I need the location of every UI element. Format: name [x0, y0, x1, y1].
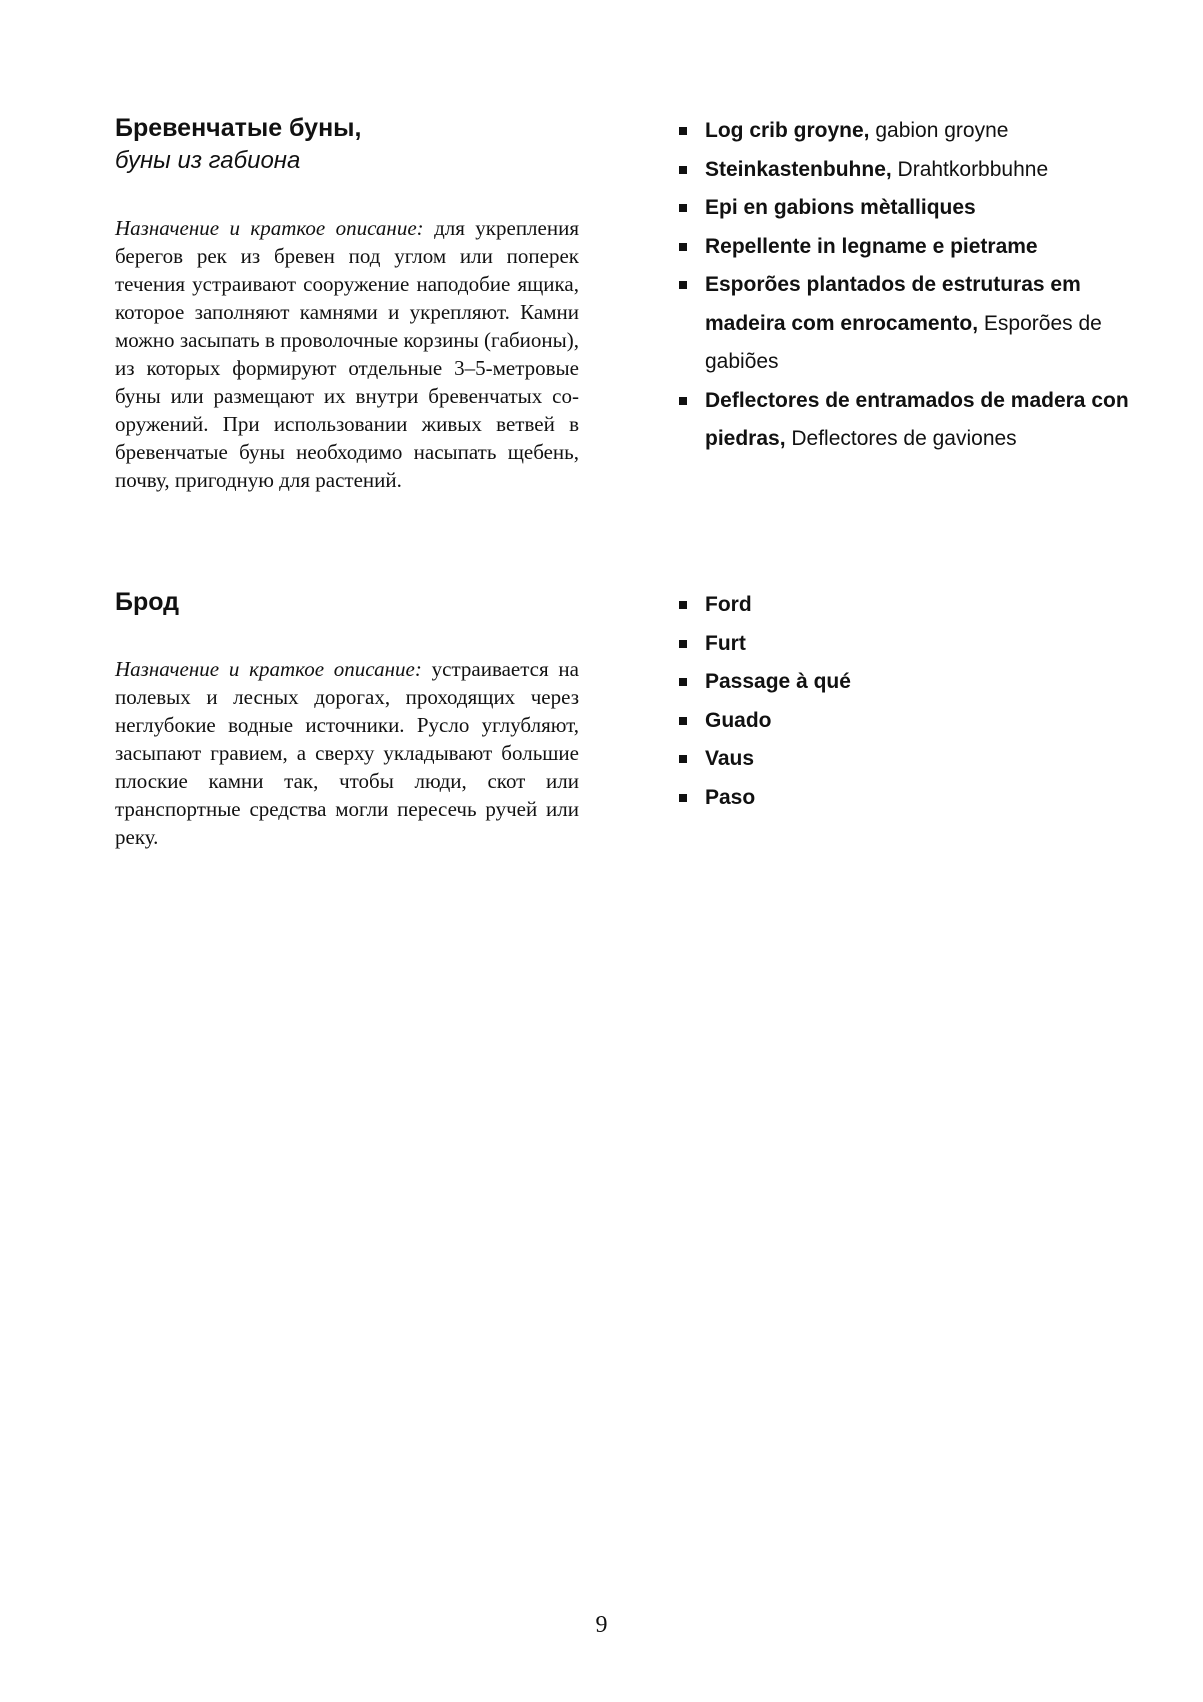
description-text: для укрепления берегов рек из бревен под углом или поперек течения устраивают сооружение наподобие ящика, которое заполняют камнями и укрепляют. Камни можно засыпать в проволочные корзины (габионы), из которых формируют отдельные 3–5-метровые буны или размещают их внутри бревенчатых сооружений. При использовании живых ветвей в бревенчатые буны необходимо насыпать щебень, почву, пригодную для растений.	[115, 216, 579, 492]
translation-item	[679, 228, 1159, 267]
translation-term: Paso	[705, 785, 756, 809]
term-subtitle: буны из габиона	[115, 147, 301, 174]
term-title: Брод	[115, 588, 180, 616]
translations-column	[679, 112, 1159, 459]
translation-variant: Esporões de gabiões	[705, 311, 1102, 373]
square-bullet-icon	[679, 794, 687, 802]
translation-term: Esporões plantados de estruturas em madeira com enrocamento,	[705, 273, 1081, 335]
translation-item	[679, 151, 1159, 190]
square-bullet-icon	[679, 717, 687, 725]
translation-item	[679, 779, 1159, 818]
translation-item	[679, 586, 1159, 625]
square-bullet-icon	[679, 755, 687, 763]
square-bullet-icon	[679, 640, 687, 648]
description-label: Назначение и краткое описание:	[115, 657, 422, 681]
translation-term: Vaus	[705, 747, 755, 770]
translation-term: Repellente in legname e pietrame	[705, 234, 1038, 258]
translation-term: Steinkastenbuhne,	[705, 157, 892, 181]
square-bullet-icon	[679, 166, 687, 174]
square-bullet-icon	[679, 204, 687, 212]
translations-column	[679, 586, 1159, 817]
description-label: Назначение и краткое описание:	[115, 216, 424, 240]
translations-list	[679, 112, 1159, 459]
translation-item	[679, 189, 1159, 228]
translation-term: Log crib groyne,	[705, 119, 870, 142]
page-number: 9	[595, 1612, 608, 1638]
translation-term: Passage à qué	[705, 670, 851, 693]
translation-item	[679, 382, 1159, 459]
translation-term: Guado	[705, 708, 772, 732]
translation-term: Ford	[705, 593, 752, 616]
translation-item	[679, 702, 1159, 741]
entry-term-column	[115, 586, 579, 851]
translation-term: Epi en gabions mètalliques	[705, 196, 976, 219]
translation-item	[679, 625, 1159, 664]
translation-term: Furt	[705, 631, 746, 655]
square-bullet-icon	[679, 281, 687, 289]
description-text: устраивается на полевых и лесных дорогах, проходящих через неглубокие водные источники. Русло углубляют, засыпают гравием, а сверху укладывают большие плоские камни так, чтобы люди, скот или транспортные средства могли пересечь ручей или реку.	[115, 657, 579, 849]
square-bullet-icon	[679, 397, 687, 405]
translations-list	[679, 586, 1159, 817]
translation-variant: Deflectores de gaviones	[785, 427, 1017, 450]
translation-term: Deflectores de entramados de madera con piedras,	[705, 388, 1129, 450]
term-description	[115, 214, 579, 494]
translation-item	[679, 112, 1159, 151]
square-bullet-icon	[679, 243, 687, 251]
translation-item	[679, 663, 1159, 702]
square-bullet-icon	[679, 601, 687, 609]
translation-variant: gabion groyne	[869, 119, 1009, 142]
entry-term-column	[115, 112, 579, 494]
term-description	[115, 655, 579, 851]
square-bullet-icon	[679, 678, 687, 686]
translation-variant: Drahtkorbbuhne	[891, 157, 1049, 181]
square-bullet-icon	[679, 127, 687, 135]
term-title: Бревенчатые буны,	[115, 114, 362, 142]
translation-item	[679, 266, 1159, 382]
translation-item	[679, 740, 1159, 779]
